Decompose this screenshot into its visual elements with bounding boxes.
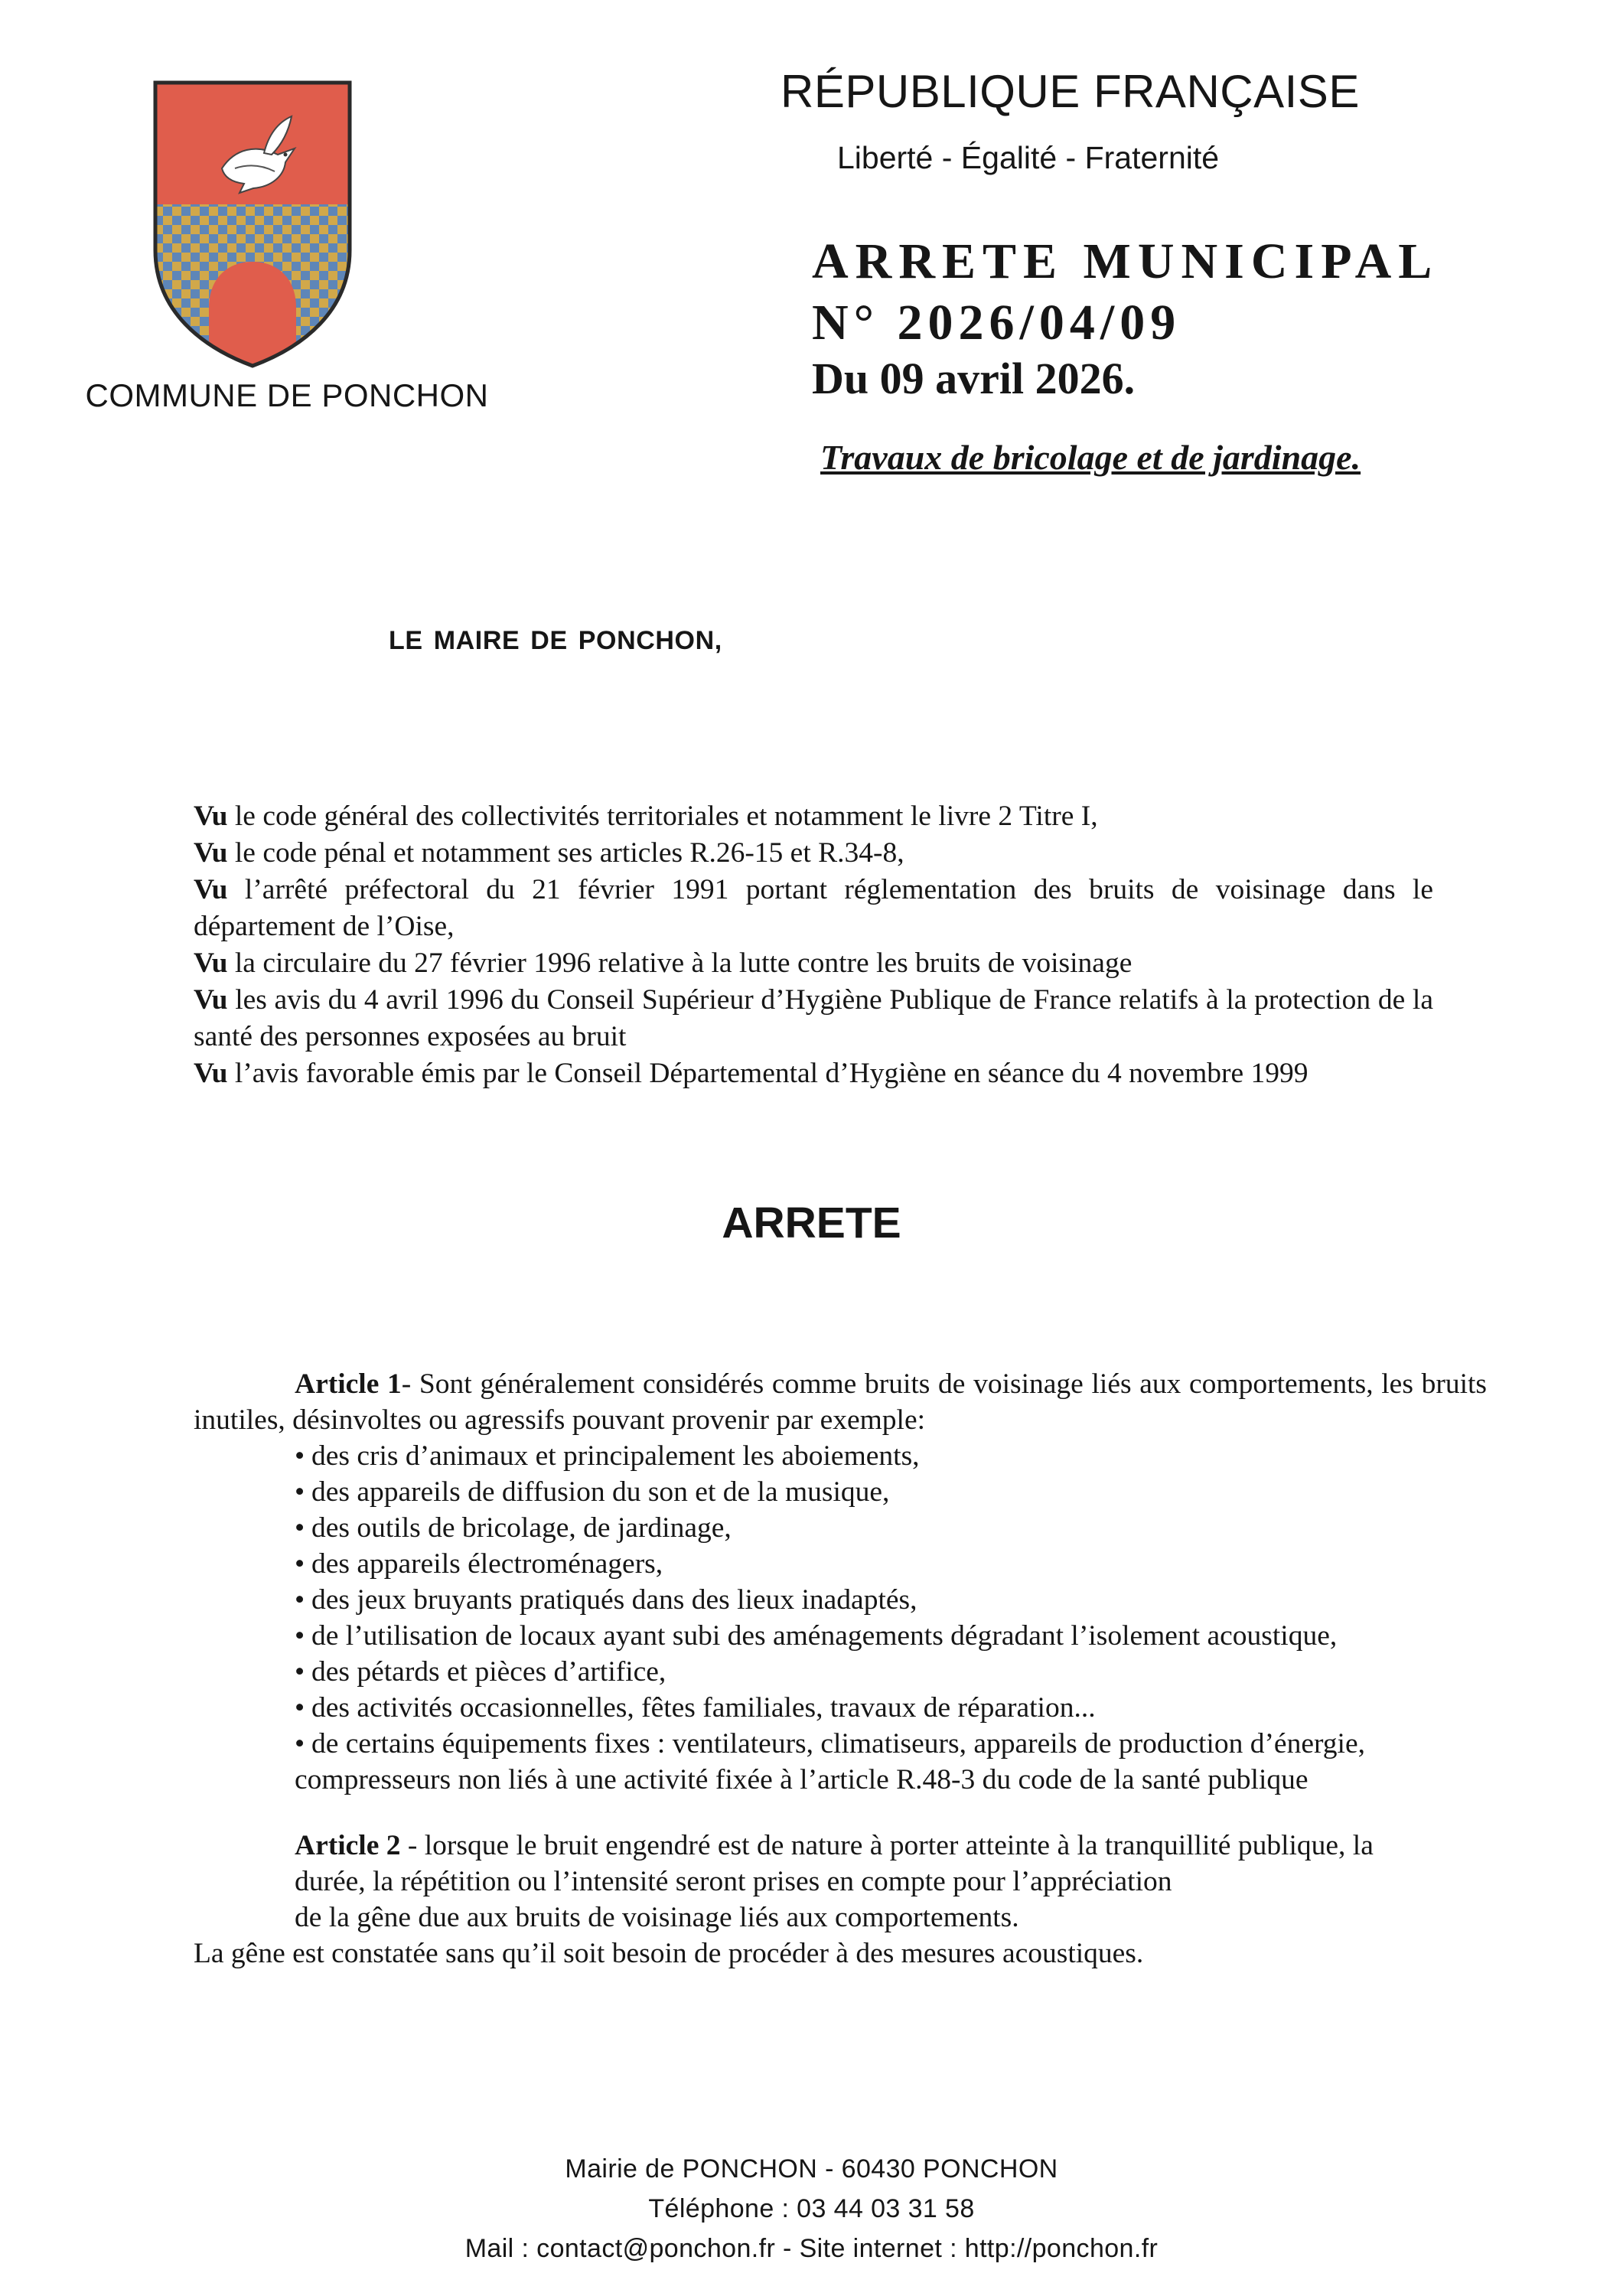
footer-address: Mairie de PONCHON - 60430 PONCHON [565, 2154, 1058, 2183]
consideration-item: Vu l’arrêté préfectoral du 21 février 1991 portant réglementation des bruits de voisinage dans le département de l’Oise, [194, 874, 1433, 942]
list-item: • des outils de bricolage, de jardinage, [295, 1510, 1487, 1546]
republic-motto: Liberté - Égalité - Fraternité [837, 140, 1220, 175]
article-1-intro: Article 1- Sont généralement considérés comme bruits de voisinage liés aux comportements, les bruits inutiles, désinvoltes ou agressifs pouvant provenir par exemple: [194, 1368, 1487, 1436]
arrete-heading: ARRETE [722, 1199, 901, 1247]
decree-title: ARRETE MUNICIPAL [812, 233, 1439, 289]
commune-name: COMMUNE DE PONCHON [85, 377, 489, 413]
republic-heading: RÉPUBLIQUE FRANÇAISE [781, 66, 1360, 117]
consideration-item: Vu les avis du 4 avril 1996 du Conseil Supérieur d’Hygiène Publique de France relatifs à la protection de la santé des personnes exposées au bruit [194, 984, 1433, 1052]
list-item: • des activités occasionnelles, fêtes familiales, travaux de réparation... [295, 1690, 1487, 1726]
list-item: • des cris d’animaux et principalement les aboiements, [295, 1438, 1487, 1474]
mayor-heading: LE MAIRE DE PONCHON, [389, 626, 722, 655]
list-item: • des appareils de diffusion du son et de la musique, [295, 1474, 1487, 1510]
decree-number: N° 2026/04/09 [812, 295, 1181, 351]
article-2-line: durée, la répétition ou l’intensité seront prises en compte pour l’appréciation [295, 1866, 1172, 1897]
consideration-item: Vu le code pénal et notamment ses articles R.26-15 et R.34-8, [194, 837, 904, 869]
footer-phone: Téléphone : 03 44 03 31 58 [648, 2194, 975, 2223]
footer [0, 2149, 1623, 2268]
considerations-block [194, 798, 1433, 1092]
article-2-line: de la gêne due aux bruits de voisinage liés aux comportements. [295, 1902, 1019, 1933]
list-item: • de l’utilisation de locaux ayant subi des aménagements dégradant l’isolement acoustique, [295, 1618, 1487, 1654]
consideration-item: Vu l’avis favorable émis par le Conseil Départemental d’Hygiène en séance du 4 novembre 1999 [194, 1058, 1309, 1089]
article-1-list [194, 1438, 1487, 1798]
article-2 [194, 1828, 1487, 1971]
list-item: • des pétards et pièces d’artifice, [295, 1654, 1487, 1690]
commune-crest-logo [149, 78, 356, 370]
list-item: • de certains équipements fixes : ventilateurs, climatiseurs, appareils de production d’énergie, compresseurs non liés à une activité fixée à l’article R.48-3 du code de la santé publique [295, 1726, 1487, 1798]
footer-contact: Mail : contact@ponchon.fr - Site internet : http://ponchon.fr [464, 2234, 1159, 2263]
list-item: • des jeux bruyants pratiqués dans des lieux inadaptés, [295, 1582, 1487, 1618]
article-2-line: La gêne est constatée sans qu’il soit besoin de procéder à des mesures acoustiques. [194, 1938, 1144, 1969]
decree-date: Du 09 avril 2026. [812, 354, 1136, 403]
consideration-item: Vu le code général des collectivités territoriales et notamment le livre 2 Titre I, [194, 801, 1098, 832]
consideration-item: Vu la circulaire du 27 février 1996 relative à la lutte contre les bruits de voisinage [194, 947, 1133, 979]
decree-subject: Travaux de bricolage et de jardinage. [820, 438, 1361, 477]
list-item: • des appareils électroménagers, [295, 1546, 1487, 1582]
article-1 [194, 1366, 1487, 1798]
article-2-line: Article 2 - lorsque le bruit engendré est de nature à porter atteinte à la tranquillité publique, la [295, 1830, 1374, 1861]
